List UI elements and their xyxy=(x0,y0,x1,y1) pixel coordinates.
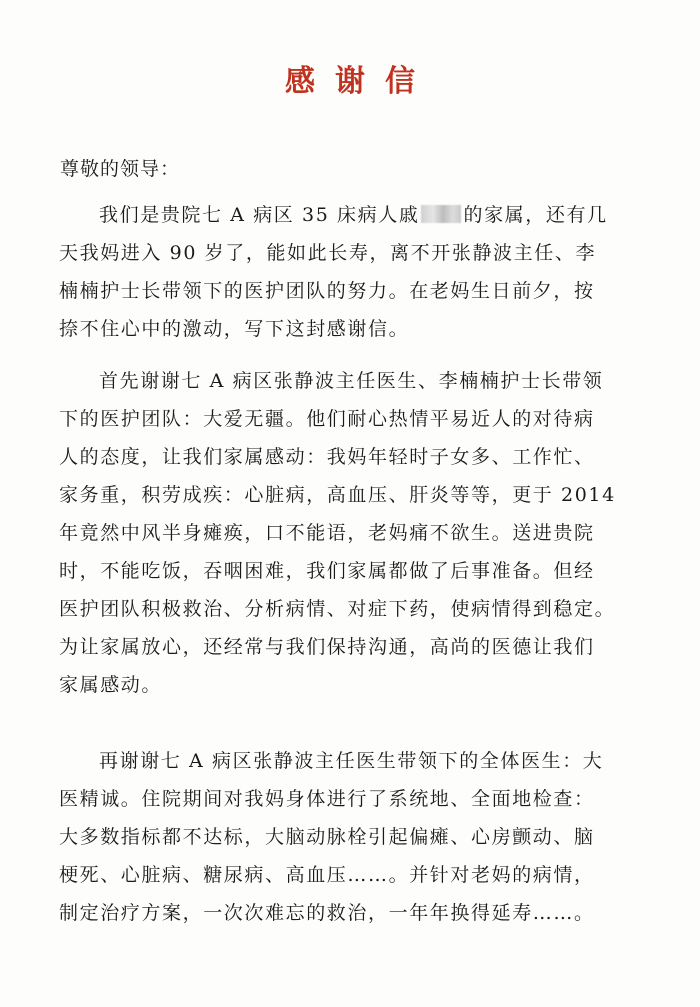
paragraph-line: 人的态度，让我们家属感动：我妈年轻时子女多、工作忙、 xyxy=(59,446,595,468)
paragraph-line: 大多数指标都不达标，大脑动脉栓引起偏瘫、心房颤动、脑 xyxy=(59,826,595,848)
paragraph-3 xyxy=(59,742,650,932)
paragraph-line: 梗死、心脏病、糖尿病、高血压……。并针对老妈的病情， xyxy=(59,864,595,886)
paragraph-line: 为让家属放心，还经常与我们保持沟通，高尚的医德让我们 xyxy=(59,636,595,658)
paragraph-line: 下的医护团队：大爱无疆。他们耐心热情平易近人的对待病 xyxy=(59,408,595,430)
paragraph-line: 首先谢谢七 A 病区张静波主任医生、李楠楠护士长带领 xyxy=(99,370,604,392)
paragraph-1 xyxy=(59,196,650,348)
paragraph-line: 制定治疗方案，一次次难忘的救治，一年年换得延寿……。 xyxy=(59,902,595,924)
paragraph-line: 家务重，积劳成疾：心脏病，高血压、肝炎等等，更于 2014 xyxy=(59,484,616,506)
paragraph-line: 天我妈进入 90 岁了，能如此长寿，离不开张静波主任、李 xyxy=(59,242,597,264)
paragraph-line: 楠楠护士长带领下的医护团队的努力。在老妈生日前夕，按 xyxy=(59,280,595,302)
paragraph-line: 再谢谢七 A 病区张静波主任医生带领下的全体医生：大 xyxy=(99,750,604,772)
paragraph-line: 年竟然中风半身瘫痪，口不能语，老妈痛不欲生。送进贵院 xyxy=(59,522,595,544)
paragraph-line xyxy=(59,196,650,234)
paragraph-line: 时，不能吃饭，吞咽困难，我们家属都做了后事准备。但经 xyxy=(59,560,595,582)
line-text: 的家属，还有几 xyxy=(463,204,608,226)
letter-salutation: 尊敬的领导： xyxy=(60,158,181,180)
paragraph-line: 医护团队积极救治、分析病情、对症下药，使病情得到稳定。 xyxy=(59,598,616,620)
line-text: 我们是贵院七 A 病区 35 床病人戚 xyxy=(99,204,420,226)
paragraph-line: 医精诚。住院期间对我妈身体进行了系统地、全面地检查： xyxy=(59,788,595,810)
paragraph-line: 家属感动。 xyxy=(59,674,163,696)
paragraph-line: 捺不住心中的激动，写下这封感谢信。 xyxy=(59,318,410,340)
paragraph-2 xyxy=(59,362,650,704)
letter-title: 感谢信 xyxy=(285,64,435,99)
redacted-name-block xyxy=(421,205,461,223)
